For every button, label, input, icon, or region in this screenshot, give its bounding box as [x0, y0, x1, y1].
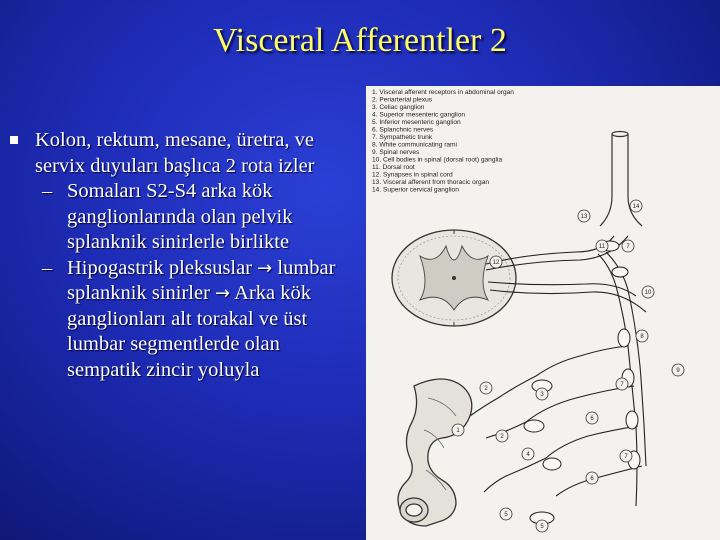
- legend-item: 4. Superior mesenteric ganglion: [372, 111, 466, 119]
- legend-item: 13. Visceral afferent from thoracic organ: [372, 179, 490, 186]
- sub-bullet-text-a: Hipogastrik pleksuslar: [67, 256, 253, 279]
- label-2-lower: 2: [500, 434, 504, 440]
- sub-bullet-item: [8, 179, 348, 256]
- bullet-list: [8, 128, 348, 383]
- label-12: 12: [492, 260, 500, 266]
- legend-item: 9. Spinal nerves: [372, 149, 420, 156]
- right-arrow-icon: →: [257, 257, 273, 279]
- legend-item: 6. Splanchnic nerves: [372, 126, 434, 134]
- right-arrow-icon: →: [215, 283, 231, 304]
- label-5-lower: 5: [540, 524, 544, 530]
- label-6-upper: 6: [590, 416, 594, 422]
- sub-bullet-text-c: Arka kök ganglionları alt torakal ve üst lumbar segmentlerde olan sempatik zincir yoluyla: [67, 282, 311, 381]
- bullet-item: [8, 128, 348, 179]
- legend-item: 5. Inferior mesenteric ganglion: [372, 119, 461, 126]
- dash-marker: –: [42, 256, 53, 279]
- legend-item: 10. Cell bodies in spinal (dorsal root) ganglia: [372, 156, 503, 164]
- label-9: 9: [676, 368, 680, 374]
- spinal-cord-illustration: [392, 230, 516, 326]
- label-3: 3: [540, 392, 544, 398]
- label-7-lower: 7: [620, 382, 624, 388]
- label-4: 4: [526, 452, 530, 458]
- legend-item: 12. Synapses in spinal cord: [372, 171, 453, 179]
- legend-item: 8. White communicating rami: [372, 141, 458, 149]
- sub-bullet-text: Somaları S2-S4 arka kök ganglionlarında olan pelvik splanknik sinirlerle birlikte: [67, 180, 293, 253]
- legend-item: 2. Periarterial plexus: [372, 96, 433, 104]
- bullet-text: Kolon, rektum, mesane, üretra, ve servix duyuları başlıca 2 rota izler: [35, 129, 315, 177]
- label-7-upper: 7: [626, 244, 630, 250]
- label-10: 10: [644, 290, 652, 296]
- square-bullet-icon: [10, 136, 18, 144]
- slide-title: Visceral Afferentler 2: [213, 22, 507, 59]
- label-14: 14: [632, 204, 640, 210]
- legend-item: 14. Superior cervical ganglion: [372, 186, 459, 194]
- diagram-svg: [366, 86, 720, 540]
- sub-bullet-item: [8, 256, 348, 384]
- label-1: 1: [456, 428, 460, 434]
- label-11: 11: [598, 244, 606, 250]
- label-5: 5: [504, 512, 508, 518]
- sub-bullet-text-b: lumbar splanknik sinirler: [67, 256, 336, 304]
- dash-marker: –: [42, 180, 53, 202]
- label-7-bottom: 7: [624, 454, 628, 460]
- label-8: 8: [640, 334, 644, 340]
- visceral-afferent-diagram: [366, 86, 720, 540]
- legend-item: 3. Celiac ganglion: [372, 104, 425, 111]
- legend-item: 7. Sympathetic trunk: [372, 134, 433, 141]
- legend-item: 11. Dorsal root: [372, 164, 415, 171]
- label-2: 2: [484, 386, 488, 392]
- legend-item: 1. Visceral afferent receptors in abdominal organ: [372, 89, 514, 96]
- label-6-lower: 6: [590, 476, 594, 482]
- label-13: 13: [580, 214, 588, 220]
- abdominal-organ-illustration: [398, 379, 472, 526]
- figure-legend: [372, 89, 514, 194]
